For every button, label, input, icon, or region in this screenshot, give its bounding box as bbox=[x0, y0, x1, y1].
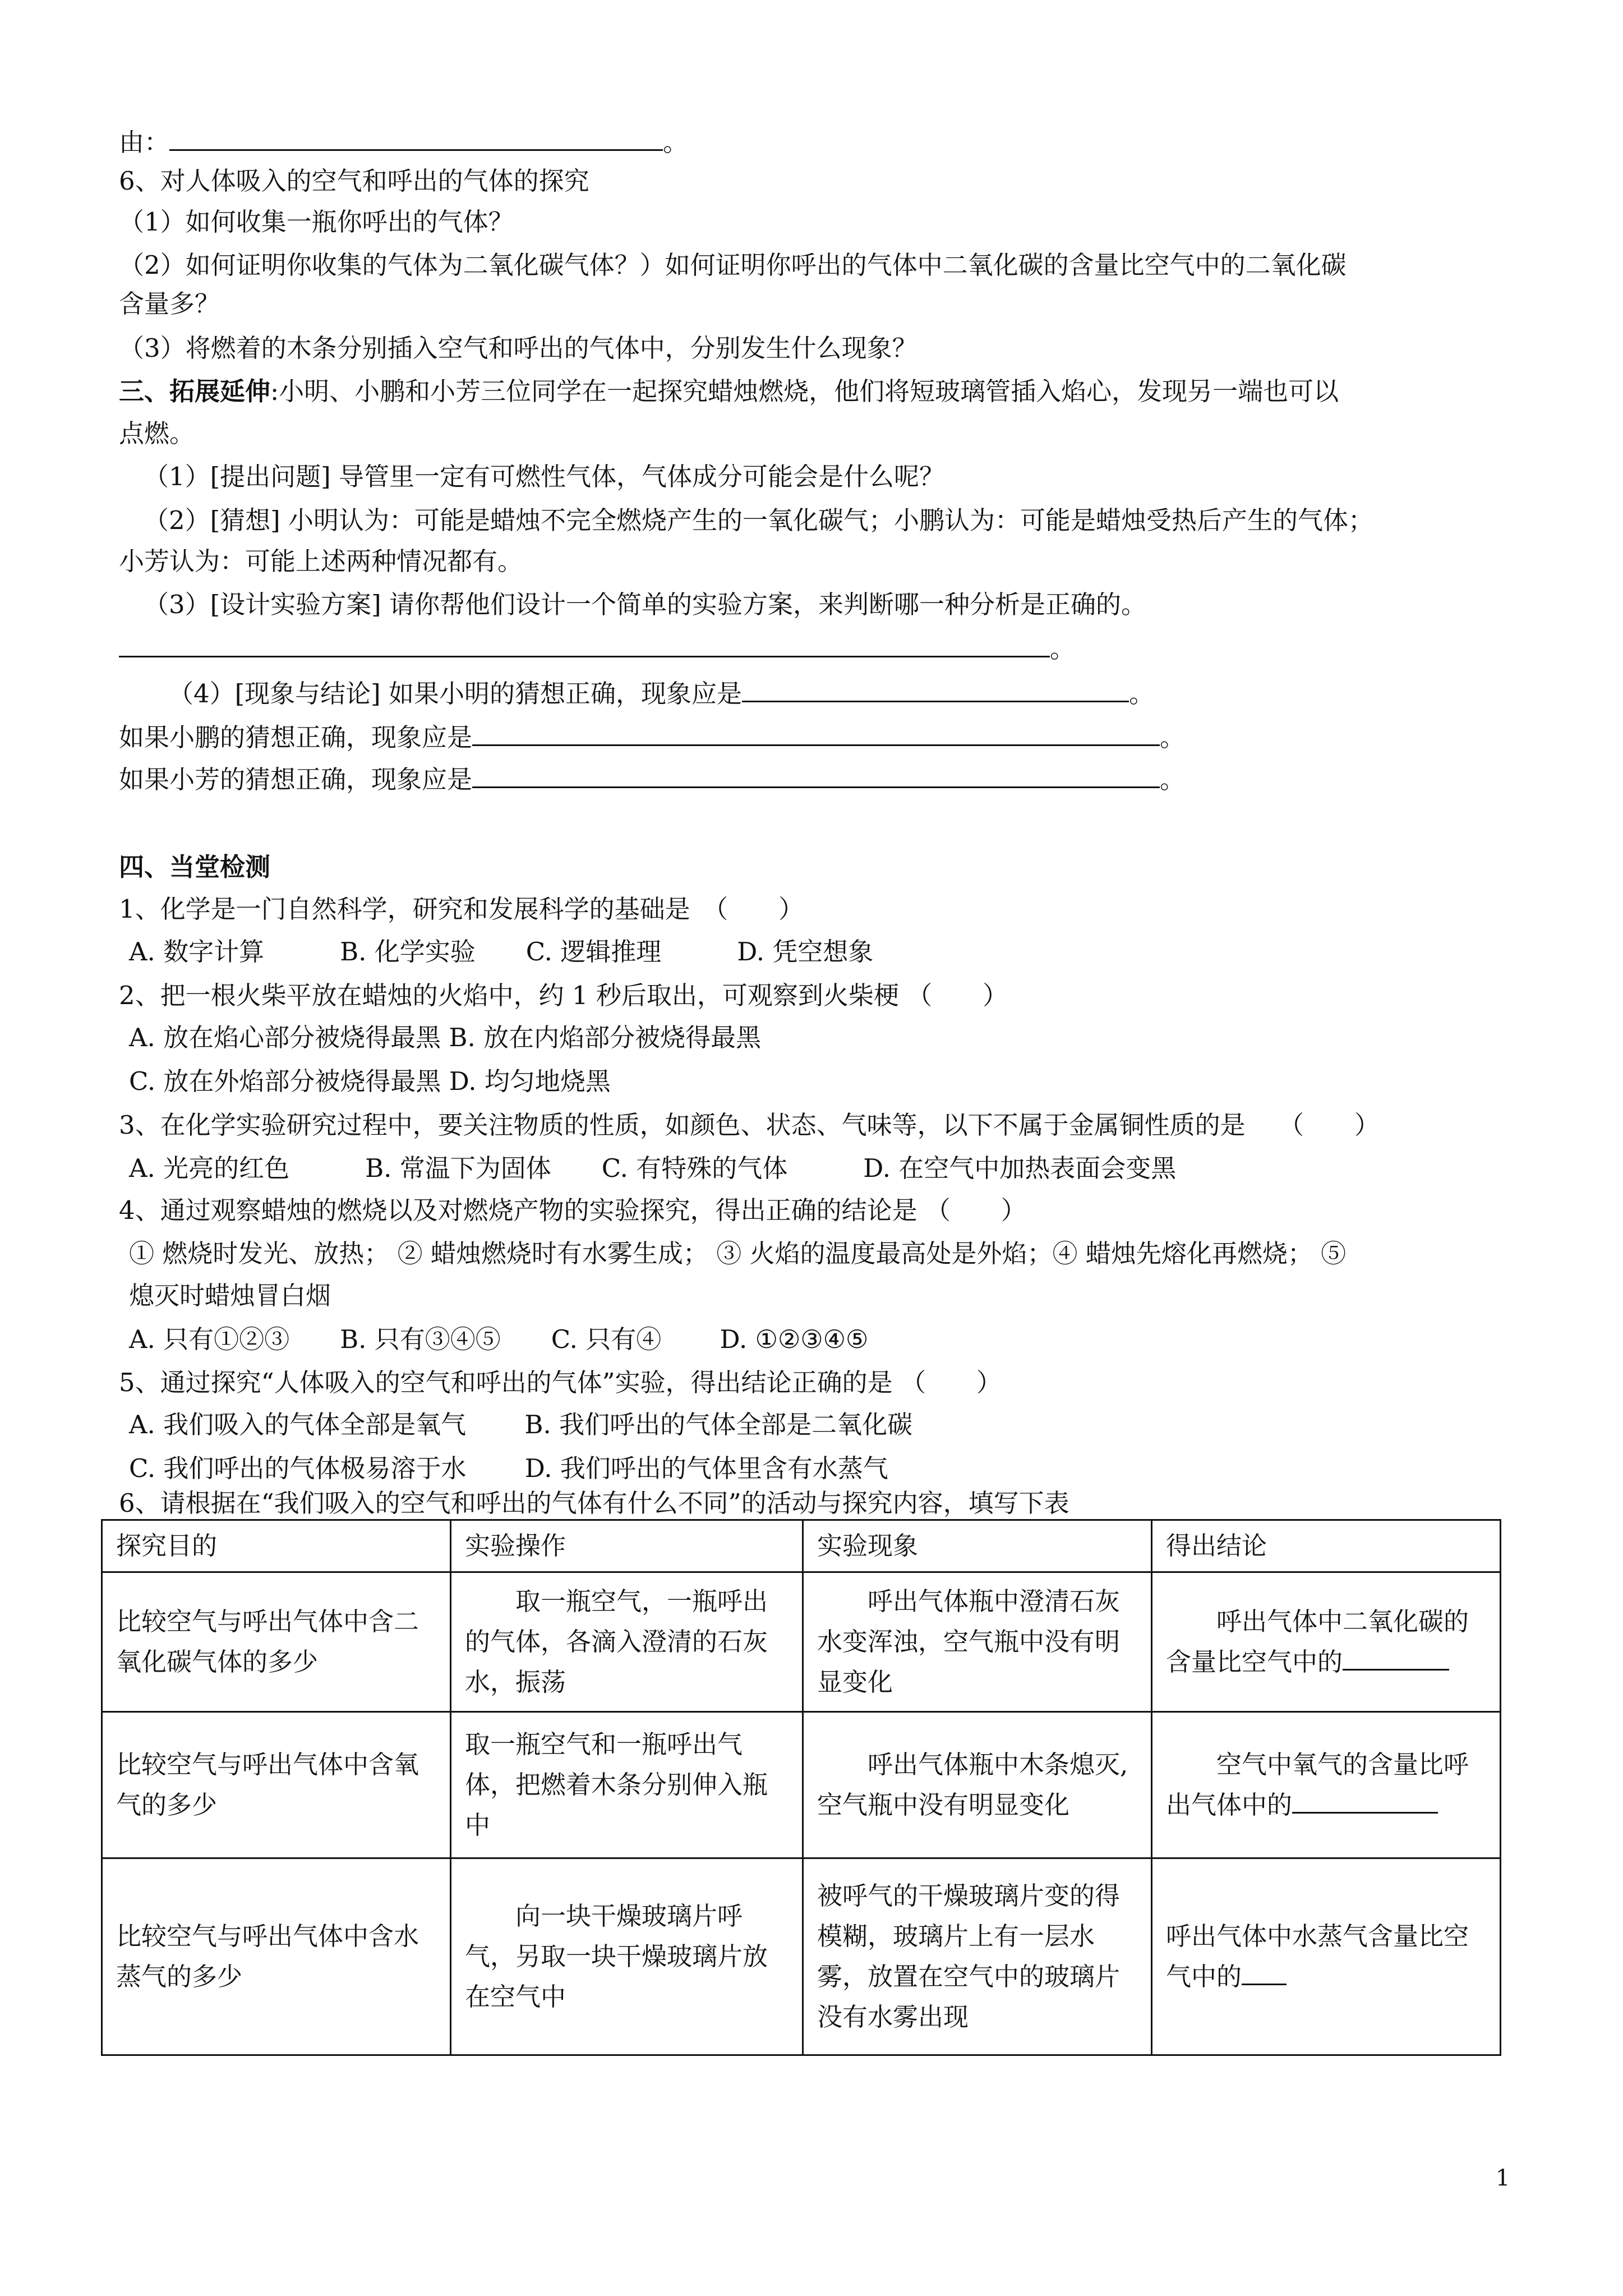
question-6-part2: （2）如何证明你收集的气体为二氧化碳气体？）如何证明你呼出的气体中二氧化碳的含量比空气中的二氧化碳 bbox=[119, 250, 1347, 280]
extension-design: （3）[设计实验方案] 请你帮他们设计一个简单的实验方案，来判断哪一种分析是正确的。 bbox=[144, 590, 1147, 619]
period: 。 bbox=[1129, 679, 1155, 708]
cell-phenomenon: 呼出气体瓶中澄清石灰水变浑浊，空气瓶中没有明显变化 bbox=[803, 1572, 1152, 1712]
table-header-row bbox=[102, 1520, 1501, 1572]
cell-phenomenon: 呼出气体瓶中木条熄灭,空气瓶中没有明显变化 bbox=[803, 1712, 1152, 1858]
design-answer-line bbox=[119, 631, 1075, 665]
line-reason bbox=[119, 125, 688, 158]
table-row bbox=[102, 1712, 1501, 1858]
test-q1: 1、化学是一门自然科学，研究和发展科学的基础是 （ ） bbox=[119, 894, 804, 924]
blank-line bbox=[1292, 1787, 1438, 1814]
section-heading: 三、拓展延伸 bbox=[119, 376, 271, 406]
test-q2-options-ab: A. 放在焰心部分被烧得最黑 B. 放在内焰部分被烧得最黑 bbox=[129, 1023, 762, 1052]
cell-operation: 取一瓶空气和一瓶呼出气体，把燃着木条分别伸入瓶中 bbox=[451, 1712, 803, 1858]
cell-conclusion bbox=[1152, 1572, 1501, 1712]
cell-conclusion bbox=[1152, 1858, 1501, 2055]
test-q5: 5、通过探究“人体吸入的空气和呼出的气体”实验，得出结论正确的是 （ ） bbox=[119, 1368, 1002, 1397]
question-6-part1: （1）如何收集一瓶你呼出的气体？ bbox=[119, 207, 514, 237]
conclusion-ming bbox=[168, 676, 1154, 710]
conclusion-text: 呼出气体中水蒸气含量比空气中的 bbox=[1166, 1921, 1469, 1991]
cell-operation: 取一瓶空气，一瓶呼出的气体，各滴入澄清的石灰水，振荡 bbox=[451, 1572, 803, 1712]
header-purpose: 探究目的 bbox=[102, 1520, 451, 1572]
cell-conclusion bbox=[1152, 1712, 1501, 1858]
blank-line bbox=[169, 125, 663, 151]
test-q3-options: A. 光亮的红色 B. 常温下为固体 C. 有特殊的气体 D. 在空气中加热表面会变黑 bbox=[129, 1153, 1177, 1183]
test-q1-options: A. 数字计算 B. 化学实验 C. 逻辑推理 D. 凭空想象 bbox=[129, 937, 874, 967]
test-q2: 2、把一根火柴平放在蜡烛的火焰中，约 1 秒后取出，可观察到火柴梗 （ ） bbox=[119, 981, 1008, 1010]
page-number: 1 bbox=[1496, 2165, 1510, 2191]
test-q4-statements: ① 燃烧时发光、放热； ② 蜡烛燃烧时有水雾生成； ③ 火焰的温度最高处是外焰；④ 蜡烛先熔化再燃烧； ⑤ bbox=[129, 1239, 1347, 1268]
table-row bbox=[102, 1858, 1501, 2055]
cell-purpose: 比较空气与呼出气体中含水蒸气的多少 bbox=[102, 1858, 451, 2055]
conclusion-text: 呼出气体中二氧化碳的含量比空气中的 bbox=[1166, 1607, 1469, 1677]
header-operation: 实验操作 bbox=[451, 1520, 803, 1572]
test-q4-statements-cont: 熄灭时蜡烛冒白烟 bbox=[129, 1281, 331, 1310]
section-test-heading: 四、当堂检测 bbox=[119, 852, 271, 882]
conclusion-peng bbox=[119, 720, 1185, 753]
blank-line bbox=[1343, 1644, 1449, 1671]
conclusion-text: 空气中氧气的含量比呼出气体中的 bbox=[1166, 1750, 1469, 1820]
section-extension-cont: 点燃。 bbox=[119, 418, 195, 448]
label-reason: 由： bbox=[119, 127, 170, 157]
blank-line bbox=[472, 720, 1160, 746]
test-q6: 6、请根据在“我们吸入的空气和呼出的气体有什么不同”的活动与探究内容，填写下表 bbox=[119, 1488, 1069, 1518]
question-6-part2-cont: 含量多？ bbox=[119, 289, 220, 319]
period: 。 bbox=[1160, 765, 1186, 794]
experiment-table bbox=[101, 1519, 1501, 2056]
test-q4: 4、通过观察蜡烛的燃烧以及对燃烧产物的实验探究，得出正确的结论是 （ ） bbox=[119, 1195, 1026, 1225]
blank-line bbox=[472, 762, 1160, 788]
header-phenomenon: 实验现象 bbox=[803, 1520, 1152, 1572]
blank-line bbox=[1242, 1959, 1287, 1985]
test-q3: 3、在化学实验研究过程中，要关注物质的性质，如颜色、状态、气味等，以下不属于金属铜性质的是 （ ） bbox=[119, 1110, 1380, 1140]
cell-phenomenon: 被呼气的干燥玻璃片变的得模糊，玻璃片上有一层水雾，放置在空气中的玻璃片没有水雾出现 bbox=[803, 1858, 1152, 2055]
conclusion-text: 如果小芳的猜想正确，现象应是 bbox=[119, 765, 473, 794]
header-conclusion: 得出结论 bbox=[1152, 1520, 1501, 1572]
section-extension bbox=[119, 375, 1339, 408]
cell-operation: 向一块干燥玻璃片呼气，另取一块干燥玻璃片放在空气中 bbox=[451, 1858, 803, 2055]
extension-hypothesis-cont: 小芳认为：可能上述两种情况都有。 bbox=[119, 546, 523, 576]
test-q5-options-cd: C. 我们呼出的气体极易溶于水 D. 我们呼出的气体里含有水蒸气 bbox=[129, 1453, 888, 1483]
section-text: :小明、小鹏和小芳三位同学在一起探究蜡烛燃烧，他们将短玻璃管插入焰心，发现另一端也可以 bbox=[270, 376, 1339, 406]
test-q4-options: A. 只有①②③ B. 只有③④⑤ C. 只有④ D. ①②③④⑤ bbox=[129, 1324, 869, 1354]
blank-line bbox=[119, 631, 1050, 657]
conclusion-text: 如果小鹏的猜想正确，现象应是 bbox=[119, 723, 473, 752]
conclusion-fang bbox=[119, 762, 1185, 795]
cell-purpose: 比较空气与呼出气体中含二氧化碳气体的多少 bbox=[102, 1572, 451, 1712]
question-6-part3: （3）将燃着的木条分别插入空气和呼出的气体中，分别发生什么现象？ bbox=[119, 333, 917, 363]
period: 。 bbox=[1160, 723, 1186, 752]
period: 。 bbox=[663, 127, 689, 157]
extension-hypothesis: （2）[猜想] 小明认为：可能是蜡烛不完全燃烧产生的一氧化碳气；小鹏认为：可能是蜡烛受热后产生的气体； bbox=[144, 505, 1374, 535]
question-6-title: 6、对人体吸入的空气和呼出的气体的探究 bbox=[119, 166, 589, 196]
conclusion-text: （4）[现象与结论] 如果小明的猜想正确，现象应是 bbox=[168, 679, 743, 708]
test-q5-options-ab: A. 我们吸入的气体全部是氧气 B. 我们呼出的气体全部是二氧化碳 bbox=[129, 1410, 913, 1439]
blank-line bbox=[742, 676, 1129, 702]
table-row bbox=[102, 1572, 1501, 1712]
cell-purpose: 比较空气与呼出气体中含氧气的多少 bbox=[102, 1712, 451, 1858]
test-q2-options-cd: C. 放在外焰部分被烧得最黑 D. 均匀地烧黑 bbox=[129, 1066, 611, 1096]
extension-question: （1）[提出问题] 导管里一定有可燃性气体，气体成分可能会是什么呢？ bbox=[144, 462, 945, 491]
period: 。 bbox=[1050, 634, 1076, 664]
